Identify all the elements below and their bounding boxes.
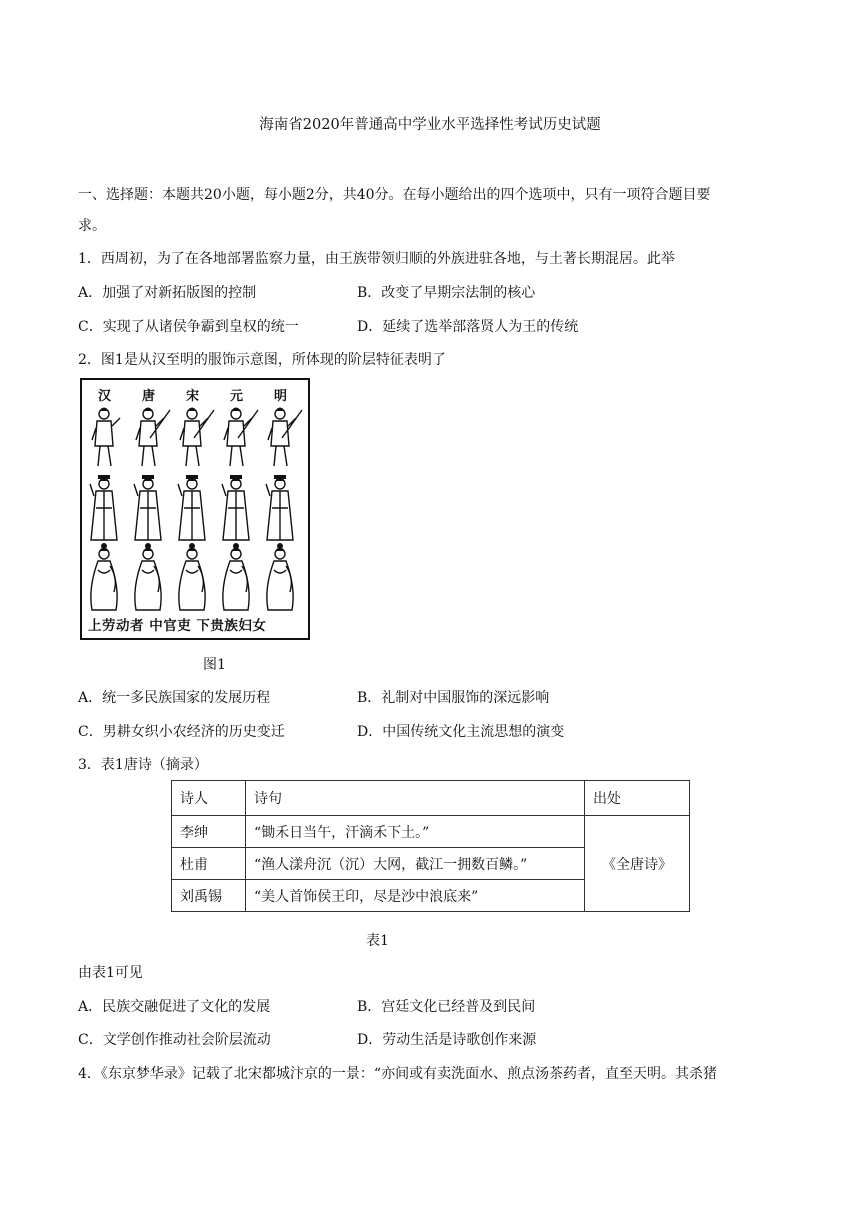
figure-official-5 [266,475,293,540]
dynasty-label-ming: 明 [274,389,288,404]
table-caption: 表1 [366,933,389,949]
q1-option-d: D．延续了选举部落贤人为王的传统 [357,319,579,335]
figure-noblewoman-1 [91,543,117,610]
q3-lead: 由表1可见 [78,965,143,981]
figure-noblewoman-2 [135,543,161,610]
figure-noblewoman-5 [267,543,293,610]
figure-official-4 [222,475,249,540]
table-header-line: 诗句 [246,781,585,816]
section-heading-line2: 求。 [78,218,106,234]
page-title: 海南省2020年普通高中学业水平选择性考试历史试题 [259,117,601,133]
figure-official-3 [178,475,205,540]
figure-laborer-1 [92,408,120,467]
table-cell-poet: 李绅 [172,816,246,848]
q3-option-a: A．民族交融促进了文化的发展 [78,999,271,1015]
q4-stem: 4．《东京梦华录》记载了北宋都城汴京的一景：“亦间或有卖洗面水、煎点汤茶药者，直至天明。其杀猪 [78,1066,718,1082]
figure-noblewoman-4 [223,543,249,610]
q2-option-c: C．男耕女织小农经济的历史变迁 [78,724,285,740]
figure-footer-legend: 上劳动者 中官吏 下贵族妇女 [88,618,267,634]
table-cell-line: “渔人漾舟沉（沉）大网，截江一拥数百鳞。” [246,848,585,880]
table-cell-source: 《全唐诗》 [585,816,690,912]
q3-option-b: B．宫廷文化已经普及到民间 [357,999,536,1015]
dynasty-label-han: 汉 [98,389,112,404]
figure-laborer-5 [268,408,302,467]
table-cell-poet: 杜甫 [172,848,246,880]
figure-laborer-3 [180,408,214,467]
table-header-poet: 诗人 [172,781,246,816]
figure-official-2 [134,475,161,540]
dynasty-label-song: 宋 [186,389,200,404]
q2-option-b: B．礼制对中国服饰的深远影响 [357,690,550,706]
q1-option-b: B．改变了早期宗法制的核心 [357,285,536,301]
q3-stem: 3．表1唐诗（摘录） [78,757,208,773]
table-cell-line: “美人首饰侯王印，尽是沙中浪底来” [246,880,585,912]
q3-option-c: C．文学创作推动社会阶层流动 [78,1032,271,1048]
dynasty-label-yuan: 元 [230,389,244,404]
poetry-table [171,780,690,912]
table-header-row [172,781,690,816]
q1-option-a: A．加强了对新拓版图的控制 [78,285,257,301]
table-row [172,816,690,848]
figure-illustrations [82,380,308,638]
section-heading-line1: 一、选择题：本题共20小题，每小题2分，共40分。在每小题给出的四个选项中，只有一项符合题目要 [78,187,711,203]
figure-laborer-2 [136,408,170,467]
figure-noblewoman-3 [179,543,205,610]
clothing-figure [80,378,310,640]
dynasty-label-tang: 唐 [142,389,156,404]
table-cell-poet: 刘禹锡 [172,880,246,912]
q2-option-a: A．统一多民族国家的发展历程 [78,690,271,706]
figure-official-1 [90,475,117,540]
table-header-source: 出处 [585,781,690,816]
table-cell-line: “锄禾日当午，汗滴禾下土。” [246,816,585,848]
q3-option-d: D．劳动生活是诗歌创作来源 [357,1032,537,1048]
q1-option-c: C．实现了从诸侯争霸到皇权的统一 [78,319,299,335]
q2-option-d: D．中国传统文化主流思想的演变 [357,724,565,740]
q1-stem: 1．西周初，为了在各地部署监察力量，由王族带领归顺的外族进驻各地，与土著长期混居。此举 [78,251,675,267]
figure-caption: 图1 [203,657,226,673]
figure-laborer-4 [224,408,258,467]
q2-stem: 2．图1是从汉至明的服饰示意图，所体现的阶层特征表明了 [78,352,446,368]
